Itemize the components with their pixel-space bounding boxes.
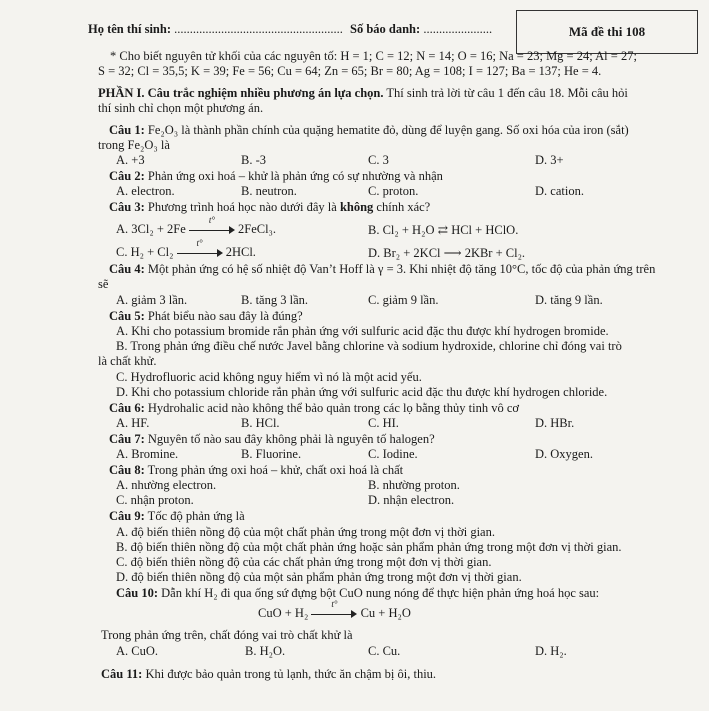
q10-text: Dẫn khí H₂ đi qua ống sứ đựng bột CuO nung nóng để thực hiện phản ứng hoá học sau: xyxy=(158,586,600,600)
q9-option-d[interactable]: D. độ biến thiên nồng độ của một sản phẩm phản ứng trong một đơn vị thời gian. xyxy=(116,570,522,584)
question-2 xyxy=(109,169,443,184)
q1-option-d[interactable]: D. 3+ xyxy=(535,153,564,167)
q10-option-c[interactable]: C. Cu. xyxy=(368,644,401,658)
exam-code-box xyxy=(516,10,698,54)
q1-label: Câu 1: xyxy=(109,123,145,137)
question-7 xyxy=(109,432,435,447)
q5-option-d[interactable]: D. Khi cho potassium chloride rắn phản ứng với sulfuric acid đặc thu được khí hydrogen chloride. xyxy=(116,385,608,399)
question-8 xyxy=(109,463,403,478)
reaction-arrow-icon xyxy=(311,599,357,620)
part1-instructions: Thí sinh trả lời từ câu 1 đến câu 18. Mỗi câu hỏi xyxy=(383,86,628,100)
q7-option-a[interactable]: A. Bromine. xyxy=(116,447,179,461)
part1-title: PHẦN I. Câu trắc nghiệm nhiều phương án lựa chọn. xyxy=(98,86,384,100)
q3-a-reactants: A. 3Cl₂ + 2Fe xyxy=(116,222,186,236)
q3-option-a[interactable] xyxy=(116,215,277,237)
q10-option-b[interactable]: B. H₂O. xyxy=(245,644,286,658)
question-3 xyxy=(109,200,430,215)
question-6 xyxy=(109,401,519,416)
atomic-mass-line-1: * Cho biết nguyên tử khối của các nguyên tố: H = 1; C = 12; N = 14; O = 16; Na = 23; Mg = 24; Al = 27; xyxy=(110,49,637,63)
question-1 xyxy=(109,123,629,138)
q11-text: Khi được bảo quản trong tủ lạnh, thức ăn chậm bị ôi, thiu. xyxy=(142,667,437,681)
q3-emphasis: không xyxy=(339,200,374,214)
q3-option-c[interactable] xyxy=(116,238,256,260)
q9-label: Câu 9: xyxy=(109,509,145,523)
part1-heading xyxy=(98,86,628,101)
q3-text: Phương trình hoá học nào dưới đây là xyxy=(144,200,340,214)
q10-text-line2: Trong phản ứng trên, chất đóng vai trò chất khử là xyxy=(101,628,353,642)
question-5 xyxy=(109,309,303,324)
q1-text-line2: trong Fe₂O₃ là xyxy=(98,138,170,152)
atomic-mass-line-2: S = 32; Cl = 35,5; K = 39; Fe = 56; Cu = 64; Zn = 65; Br = 80; Ag = 108; I = 127; Ba = 137; He = 4. xyxy=(98,64,602,78)
q3-a-products: 2FeCl₃. xyxy=(238,222,277,236)
q6-option-a[interactable]: A. HF. xyxy=(116,416,150,430)
q4-option-b[interactable]: B. tăng 3 lần. xyxy=(241,293,309,307)
q8-option-c[interactable]: C. nhận proton. xyxy=(116,493,194,507)
q5-label: Câu 5: xyxy=(109,309,145,323)
reaction-arrow-icon xyxy=(177,238,223,259)
question-4 xyxy=(109,262,655,277)
candidate-number-label: Số báo danh: xyxy=(350,22,424,36)
q5-option-b-cont: là chất khử. xyxy=(98,354,157,368)
q6-label: Câu 6: xyxy=(109,401,145,415)
q5-option-c[interactable]: C. Hydrofluoric acid không nguy hiểm vì nó là một acid yếu. xyxy=(116,370,422,384)
candidate-number-dots: ...................... xyxy=(423,22,493,36)
q10-label: Câu 10: xyxy=(116,586,159,600)
q3-c-reactants: C. H₂ + Cl₂ xyxy=(116,245,174,259)
q1-text: Fe₂O₃ là thành phần chính của quặng hematite đỏ, dùng để luyện gang. Số oxi hóa của iron (sắt) xyxy=(144,123,629,137)
q10-option-a[interactable]: A. CuO. xyxy=(116,644,159,658)
q1-option-c[interactable]: C. 3 xyxy=(368,153,389,167)
q2-option-d[interactable]: D. cation. xyxy=(535,184,584,198)
q9-text: Tốc độ phản ứng là xyxy=(144,509,245,523)
q9-option-c[interactable]: C. độ biến thiên nồng độ của các chất phản ứng trong một đơn vị thời gian. xyxy=(116,555,492,569)
q9-option-b[interactable]: B. độ biến thiên nồng độ của một chất phản ứng hoặc sản phẩm phản ứng trong một đơn vị thời gian. xyxy=(116,540,622,554)
q6-option-b[interactable]: B. HCl. xyxy=(241,416,280,430)
q3-c-products: 2HCl. xyxy=(225,245,256,259)
q3-option-b[interactable]: B. Cl₂ + H₂O ⇄ HCl + HClO. xyxy=(368,223,519,237)
q6-option-c[interactable]: C. HI. xyxy=(368,416,399,430)
q3-option-d[interactable]: D. Br₂ + 2KCl ⟶ 2KBr + Cl₂. xyxy=(368,246,526,260)
q4-option-a[interactable]: A. giảm 3 lần. xyxy=(116,293,188,307)
q4-label: Câu 4: xyxy=(109,262,145,276)
q8-option-d[interactable]: D. nhận electron. xyxy=(368,493,455,507)
q8-option-b[interactable]: B. nhường proton. xyxy=(368,478,460,492)
candidate-name-label: Họ tên thí sinh: xyxy=(88,22,175,36)
question-11 xyxy=(101,667,436,682)
q6-text: Hydrohalic acid nào không thể bảo quản trong các lọ bằng thủy tinh vô cơ xyxy=(144,401,519,415)
q3-c-condition: t° xyxy=(196,238,203,249)
candidate-name-line xyxy=(88,22,343,37)
q10-equation xyxy=(258,599,411,621)
q4-text: Một phản ứng có hệ số nhiệt độ Van’t Hoff là γ = 3. Khi nhiệt độ tăng 10°C, tốc độ của phản ứng trên xyxy=(144,262,656,276)
q11-label: Câu 11: xyxy=(101,667,143,681)
candidate-number-line xyxy=(350,22,492,37)
q8-text: Trong phản ứng oxi hoá – khử, chất oxi hoá là chất xyxy=(144,463,404,477)
q8-label: Câu 8: xyxy=(109,463,145,477)
q7-option-b[interactable]: B. Fluorine. xyxy=(241,447,302,461)
q7-label: Câu 7: xyxy=(109,432,145,446)
q1-option-a[interactable]: A. +3 xyxy=(116,153,145,167)
candidate-name-dots: ...................................................... xyxy=(174,22,343,36)
q7-text: Nguyên tố nào sau đây không phải là nguyên tố halogen? xyxy=(144,432,435,446)
question-9 xyxy=(109,509,245,524)
q2-option-b[interactable]: B. neutron. xyxy=(241,184,297,198)
q5-option-a[interactable]: A. Khi cho potassium bromide rắn phản ứng với sulfuric acid đặc thu được khí hydrogen bromide. xyxy=(116,324,609,338)
q7-option-c[interactable]: C. Iodine. xyxy=(368,447,418,461)
q1-option-b[interactable]: B. -3 xyxy=(241,153,266,167)
q2-option-c[interactable]: C. proton. xyxy=(368,184,419,198)
q5-option-b[interactable]: B. Trong phản ứng điều chế nước Javel bằng chlorine và sodium hydroxide, chlorine chỉ đóng vai trò xyxy=(116,339,622,353)
q3-text-end: chính xác? xyxy=(373,200,431,214)
q10-option-d[interactable]: D. H₂. xyxy=(535,644,567,658)
q7-option-d[interactable]: D. Oxygen. xyxy=(535,447,593,461)
q10-products: Cu + H₂O xyxy=(360,606,411,620)
q2-option-a[interactable]: A. electron. xyxy=(116,184,175,198)
exam-code: Mã đề thi 108 xyxy=(568,24,646,39)
q4-text-line2: sẽ xyxy=(98,277,109,291)
q10-reactants: CuO + H₂ xyxy=(258,606,309,620)
q4-option-c[interactable]: C. giảm 9 lần. xyxy=(368,293,439,307)
q10-condition: t° xyxy=(331,599,338,610)
q3-label: Câu 3: xyxy=(109,200,145,214)
question-10 xyxy=(116,586,599,601)
q8-option-a[interactable]: A. nhường electron. xyxy=(116,478,217,492)
q4-option-d[interactable]: D. tăng 9 lần. xyxy=(535,293,603,307)
q3-a-condition: t° xyxy=(208,215,215,226)
q6-option-d[interactable]: D. HBr. xyxy=(535,416,575,430)
reaction-arrow-icon xyxy=(189,215,235,236)
part1-instructions-line2: thí sinh chỉ chọn một phương án. xyxy=(98,101,264,115)
q9-option-a[interactable]: A. độ biến thiên nồng độ của một chất phản ứng trong một đơn vị thời gian. xyxy=(116,525,495,539)
q2-label: Câu 2: xyxy=(109,169,145,183)
q5-text: Phát biểu nào sau đây là đúng? xyxy=(144,309,303,323)
q2-text: Phản ứng oxi hoá – khử là phản ứng có sự nhường và nhận xyxy=(144,169,443,183)
